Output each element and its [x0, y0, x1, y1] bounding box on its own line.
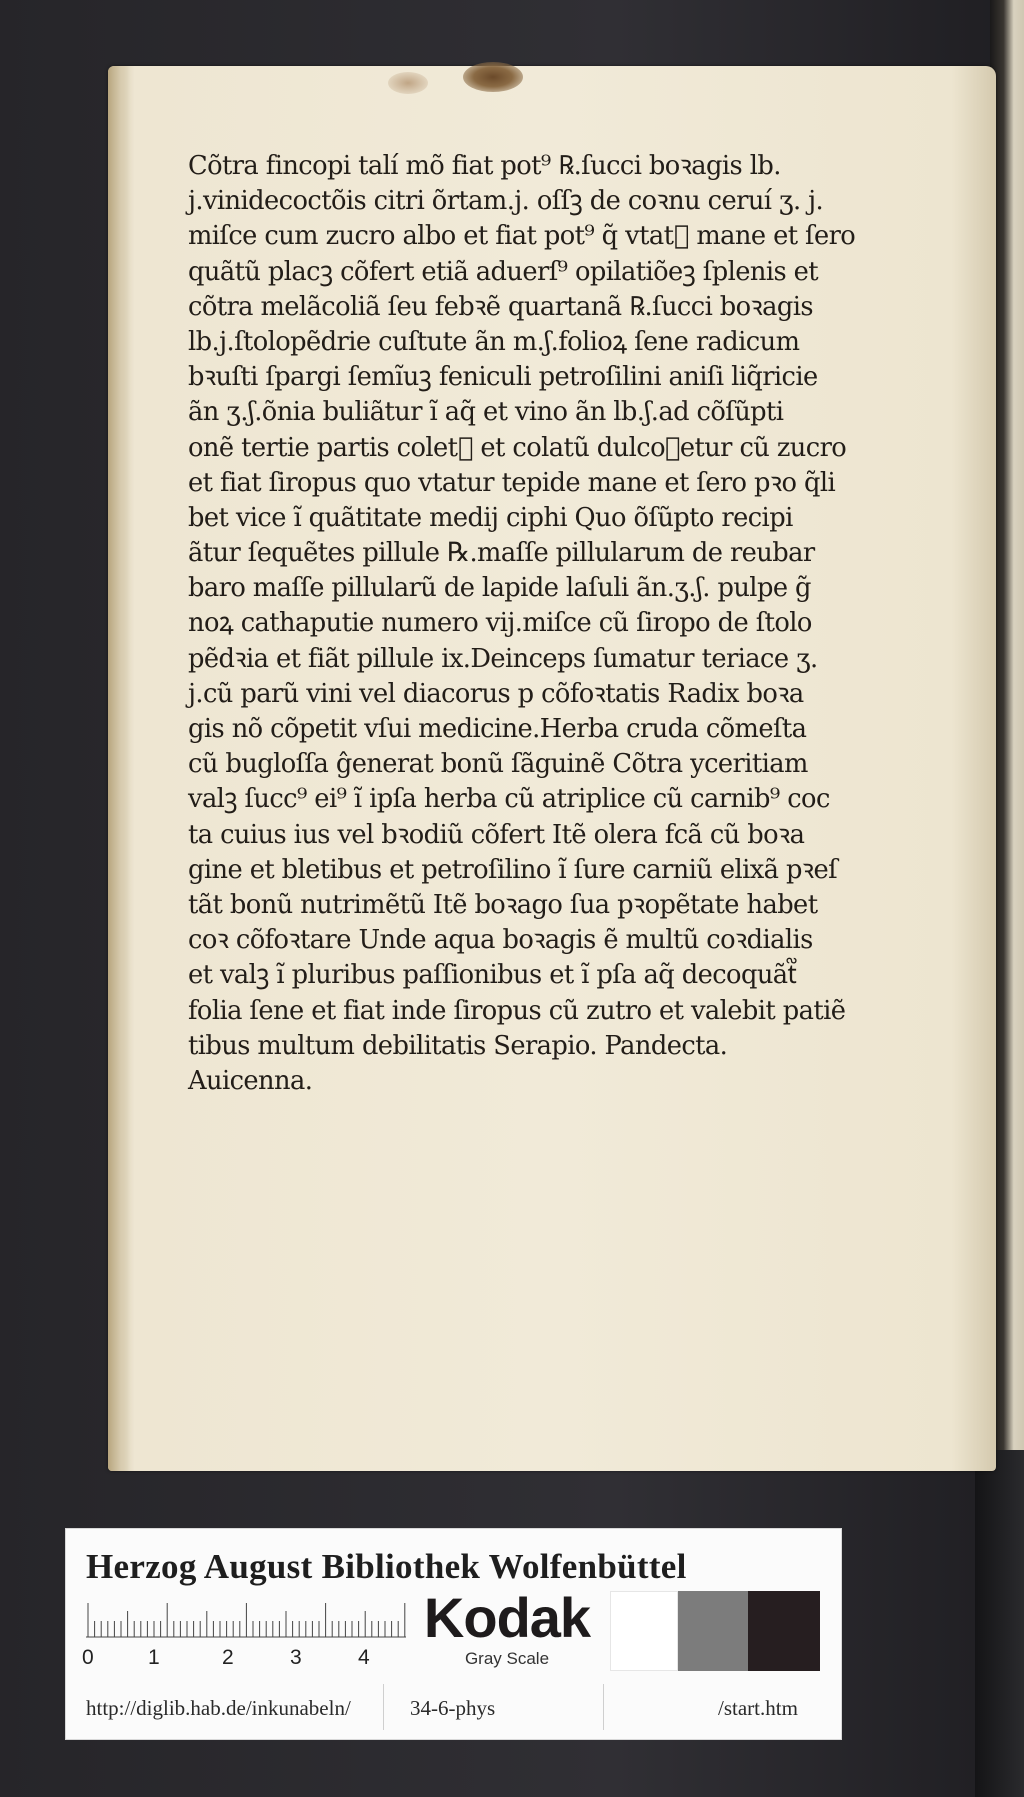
text-line: cõtra melãcoliã ſeu febꝛẽ quartanã ℞.ſucci boꝛagis [188, 290, 814, 322]
text-line: bꝛuſti ſpargi ſemĩuꝫ feniculi petroſilini aniſi liq̃ricie [188, 361, 818, 393]
text-line: gis nõ cõpetit vſui medicine.Herba cruda cõmeſta [188, 713, 807, 744]
text-line: lb.j.ſtolopẽdrie cuſtute ãn m.ʃ.folioꝝ ſene radicum [188, 325, 800, 357]
ruler-numbers [82, 1646, 406, 1672]
gray-scale-label: Gray Scale [464, 1649, 550, 1668]
divider [603, 1684, 604, 1730]
gray-patch-white [610, 1591, 678, 1671]
text-line: j.vinidecoctõis citri õrtam.j. oſſꝫ de coꝛnu ceruí ʒ. j. [188, 185, 824, 217]
text-line: baro maſſe pillularũ de lapide laſuli ãn.ʒ.ʃ. pulpe g̃ [188, 572, 811, 604]
page-stain [463, 62, 523, 92]
gray-patch-black [748, 1591, 820, 1671]
text-line: coꝛ cõfoꝛtare Unde aqua boꝛagis ẽ multũ coꝛdialis [188, 924, 813, 956]
text-line: j.cũ parũ vini vel diacorus p cõfoꝛtatis Radix boꝛa [188, 677, 804, 709]
url-id: 34-6-phys [410, 1696, 496, 1720]
text-line: noꝝ cathaputie numero vij.miſce cũ ſiropo de ſtolo [188, 607, 812, 639]
text-line: quãtũ placꝫ cõfert etiã aduerſ⁹ opilatiõeꝫ ſplenis et [188, 255, 819, 287]
color-target-card [65, 1528, 842, 1740]
url-base: http://diglib.hab.de/inkunabeln/ [86, 1696, 351, 1720]
ruler-number: 3 [290, 1646, 302, 1669]
text-line: Auicenna. [188, 1064, 313, 1096]
text-line: gine et bletibus et petroſilino ĩ ſure carniũ elixã pꝛeſ [188, 853, 838, 885]
library-title: Herzog August Bibliothek Wolfenbüttel [86, 1547, 687, 1586]
text-line: folia ſene et fiat inde ſiropus cũ zutro et valebit patiẽ [188, 994, 846, 1026]
text-line: ãtur ſequẽtes pillule ℞.maſſe pillularum de reubar [188, 537, 815, 569]
text-line: miſce cum zucro albo et fiat pot⁹ q̃ vtat᷑ mane et ſero [188, 220, 856, 252]
page-stain-faint [388, 72, 428, 94]
kodak-logo: Kodak [423, 1586, 591, 1649]
ruler-number: 2 [222, 1646, 234, 1669]
text-line: tibus multum debilitatis Serapio. Pandecta. [188, 1029, 728, 1061]
text-line: pẽdꝛia et fiãt pillule ix.Deinceps ſumatur teriace ʒ. [188, 642, 818, 674]
page-gutter [108, 66, 130, 1471]
text-line: ãn ʒ.ʃ.õnia buliãtur ĩ aq̃ et vino ãn lb.ʃ.ad cõſũpti [188, 396, 784, 428]
text-line: valꝫ ſucc⁹ ei⁹ ĩ ipſa herba cũ atriplice cũ carnib⁹ coc [188, 783, 830, 815]
book-edge-shadow [975, 1450, 1024, 1797]
text-line: bet vice ĩ quãtitate medij ciphi Quo õſũpto recipi [188, 501, 793, 533]
gray-patch-mid [678, 1591, 748, 1671]
text-line: tãt bonũ nutrimẽtũ Itẽ boꝛago ſua pꝛopẽtate habet [188, 888, 818, 920]
ruler-number: 4 [358, 1646, 370, 1669]
text-line: ta cuius ius vel bꝛodiũ cõfert Itẽ olera fcã cũ boꝛa [188, 818, 805, 850]
ruler-number: 0 [82, 1646, 94, 1669]
text-line: cũ bugloſſa ĝenerat bonũ ſãguinẽ Cõtra yceritiam [188, 748, 808, 780]
text-line: onẽ tertie partis colet᷑ et colatũ dulcoꝛetur cũ zucro [188, 431, 847, 463]
url-tail: /start.htm [718, 1696, 798, 1720]
text-line: Cõtra fincopi talí mõ fiat pot⁹ ℞.ſucci boꝛagis lb. [188, 150, 781, 181]
incunabula-text [188, 148, 856, 1098]
ruler-scale [86, 1601, 406, 1641]
divider [383, 1684, 384, 1730]
text-line: et fiat ſiropus quo vtatur tepide mane et ſero pꝛo q̃li [188, 466, 836, 498]
text-line: et valꝫ ĩ pluribus paſſionibus et ĩ pſa aq̃ decoquãt᷑ [188, 959, 797, 991]
ruler-number: 1 [148, 1646, 160, 1669]
